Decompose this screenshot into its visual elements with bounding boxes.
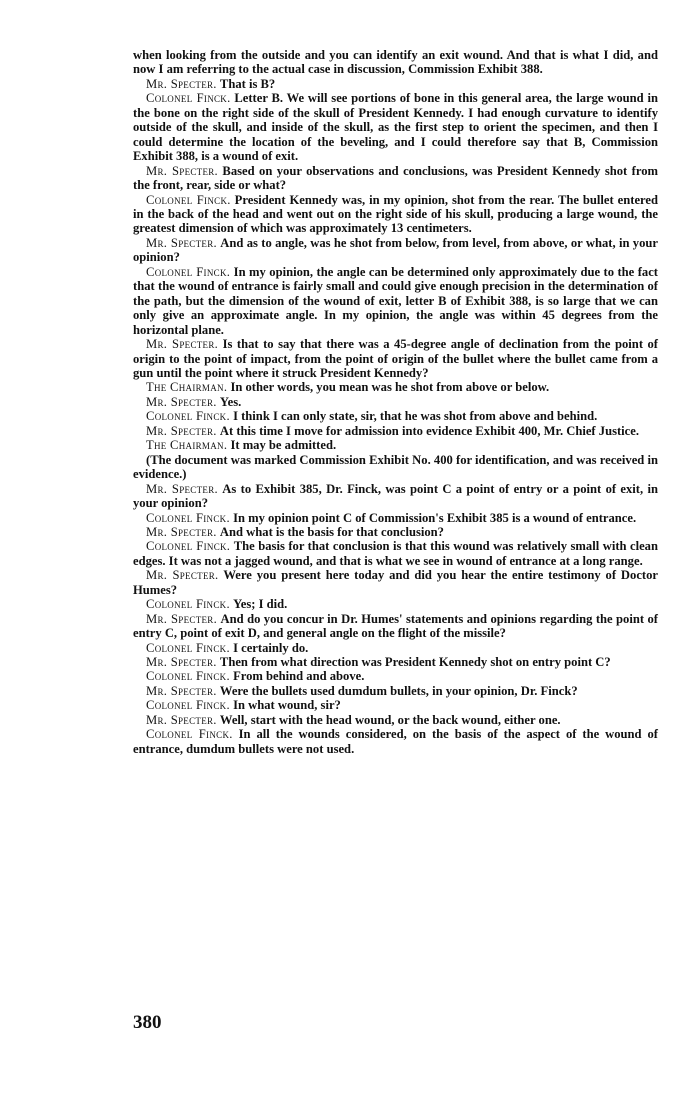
paragraph <box>133 236 658 265</box>
paragraph-text: As to Exhibit 385, Dr. Finck, was point C a point of entry or a point of exit, in your opinion? <box>133 481 658 511</box>
speaker-name: Colonel Finck. <box>146 597 230 612</box>
speaker-name: Colonel Finck. <box>146 539 231 554</box>
paragraph <box>133 91 658 163</box>
paragraph <box>133 395 658 409</box>
speaker-name: Mr. Specter. <box>146 394 217 409</box>
paragraph-text: Well, start with the head wound, or the back wound, either one. <box>219 712 561 727</box>
paragraph-text: Yes; I did. <box>233 597 288 612</box>
paragraph <box>133 164 658 193</box>
paragraph <box>133 727 658 756</box>
speaker-name: Colonel Finck. <box>146 727 233 742</box>
paragraph <box>133 48 658 77</box>
paragraph-text: That is B? <box>219 76 276 91</box>
speaker-name: Colonel Finck. <box>146 698 230 713</box>
speaker-name: Mr. Specter. <box>146 337 219 352</box>
paragraph <box>133 453 658 482</box>
paragraph-text: At this time I move for admission into evidence Exhibit 400, Mr. Chief Justice. <box>219 423 639 438</box>
paragraph-text: In what wound, sir? <box>233 698 341 713</box>
paragraph <box>133 265 658 337</box>
paragraph-text: In my opinion, the angle can be determined only approximately due to the fact that the wound of entrance is fairly small and could give enough precision in the determination of the path, but the dimension of the wound of exit, letter B of Exhibit 388, is so large that we can only give an approximate angle. In my opinion, the angle was within 45 degrees from the horizontal plane. <box>133 264 658 337</box>
speaker-name: Mr. Specter. <box>146 611 218 626</box>
paragraph <box>133 337 658 380</box>
paragraph-text: (The document was marked Commission Exhibit No. 400 for identification, and was received in evidence.) <box>133 452 658 482</box>
paragraph <box>133 597 658 611</box>
paragraph-text: Were the bullets used dumdum bullets, in your opinion, Dr. Finck? <box>219 683 578 698</box>
paragraph-text: Based on your observations and conclusions, was President Kennedy shot from the front, rear, side or what? <box>133 163 658 193</box>
speaker-name: Mr. Specter. <box>146 568 219 583</box>
speaker-name: Colonel Finck. <box>146 640 230 655</box>
paragraph-text: Letter B. We will see portions of bone in this general area, the large wound in the bone on the right side of the skull of President Kennedy. I had enough curvature to identify outside of the skull, and inside of the skull, as the first step to orient the specimen, and then I could determine the location of the beveling, and I could therefore say that B, Commission Exhibit 388, is a wound of exit. <box>133 91 658 164</box>
speaker-name: Mr. Specter. <box>146 235 217 250</box>
paragraph <box>133 438 658 452</box>
paragraph-text: In other words, you mean was he shot from above or below. <box>230 380 550 395</box>
speaker-name: Mr. Specter. <box>146 423 217 438</box>
paragraph <box>133 424 658 438</box>
paragraph <box>133 669 658 683</box>
speaker-name: Colonel Finck. <box>146 510 230 525</box>
paragraph-text: And what is the basis for that conclusion? <box>219 524 444 539</box>
paragraph <box>133 612 658 641</box>
speaker-name: Colonel Finck. <box>146 264 231 279</box>
paragraph-text: And as to angle, was he shot from below, from level, from above, or what, in your opinion? <box>133 235 658 265</box>
paragraph-text: President Kennedy was, in my opinion, shot from the rear. The bullet entered in the back of the head and went out on the right side of his skull, producing a large wound, the greatest dimension of which was approximately 13 centimeters. <box>133 192 658 236</box>
paragraph <box>133 713 658 727</box>
speaker-name: The Chairman. <box>146 438 228 453</box>
paragraph <box>133 380 658 394</box>
paragraph <box>133 698 658 712</box>
speaker-name: Mr. Specter. <box>146 712 217 727</box>
paragraph <box>133 193 658 236</box>
paragraph-text: From behind and above. <box>233 669 365 684</box>
paragraph <box>133 568 658 597</box>
paragraph-text: The basis for that conclusion is that this wound was relatively small with clean edges. It was not a jagged wound, and that is what we see in wound of entrance at a long range. <box>133 539 658 568</box>
paragraph <box>133 641 658 655</box>
speaker-name: Colonel Finck. <box>146 669 230 684</box>
paragraph-text: Yes. <box>219 394 242 409</box>
paragraph-text: It may be admitted. <box>230 438 337 453</box>
speaker-name: Mr. Specter. <box>146 683 217 698</box>
speaker-name: Colonel Finck. <box>146 91 231 106</box>
paragraph-text: Then from what direction was President Kennedy shot on entry point C? <box>219 655 611 670</box>
paragraph <box>133 539 658 568</box>
paragraph <box>133 511 658 525</box>
paragraph <box>133 684 658 698</box>
speaker-name: The Chairman. <box>146 380 228 395</box>
paragraph-text: In all the wounds considered, on the basis of the aspect of the wound of entrance, dumdum bullets were not used. <box>133 727 658 756</box>
paragraph-text: when looking from the outside and you can identify an exit wound. And that is what I did, and now I am referring to the actual case in discussion, Commission Exhibit 388. <box>133 48 658 77</box>
paragraph <box>133 655 658 669</box>
page-number: 380 <box>133 1012 162 1033</box>
speaker-name: Mr. Specter. <box>146 163 219 178</box>
speaker-name: Mr. Specter. <box>146 481 218 496</box>
paragraph-text: In my opinion point C of Commission's Exhibit 385 is a wound of entrance. <box>233 510 637 525</box>
paragraph <box>133 482 658 511</box>
paragraph-text: I certainly do. <box>233 640 309 655</box>
paragraph <box>133 409 658 423</box>
speaker-name: Mr. Specter. <box>146 524 217 539</box>
speaker-name: Mr. Specter. <box>146 655 217 670</box>
paragraph <box>133 77 658 91</box>
paragraph-text: Were you present here today and did you hear the entire testimony of Doctor Humes? <box>133 568 658 597</box>
speaker-name: Mr. Specter. <box>146 76 217 91</box>
speaker-name: Colonel Finck. <box>146 409 230 424</box>
paragraph-text: I think I can only state, sir, that he was shot from above and behind. <box>233 409 598 424</box>
paragraph-text: And do you concur in Dr. Humes' statements and opinions regarding the point of entry C, point of exit D, and general angle on the flight of the missile? <box>133 611 658 641</box>
speaker-name: Colonel Finck. <box>146 192 231 207</box>
paragraph <box>133 525 658 539</box>
document-body <box>133 48 658 756</box>
paragraph-text: Is that to say that there was a 45-degree angle of declination from the point of origin to the point of impact, from the point of origin of the bullet where the bullet came from a gun until the point where it struck President Kennedy? <box>133 337 658 380</box>
